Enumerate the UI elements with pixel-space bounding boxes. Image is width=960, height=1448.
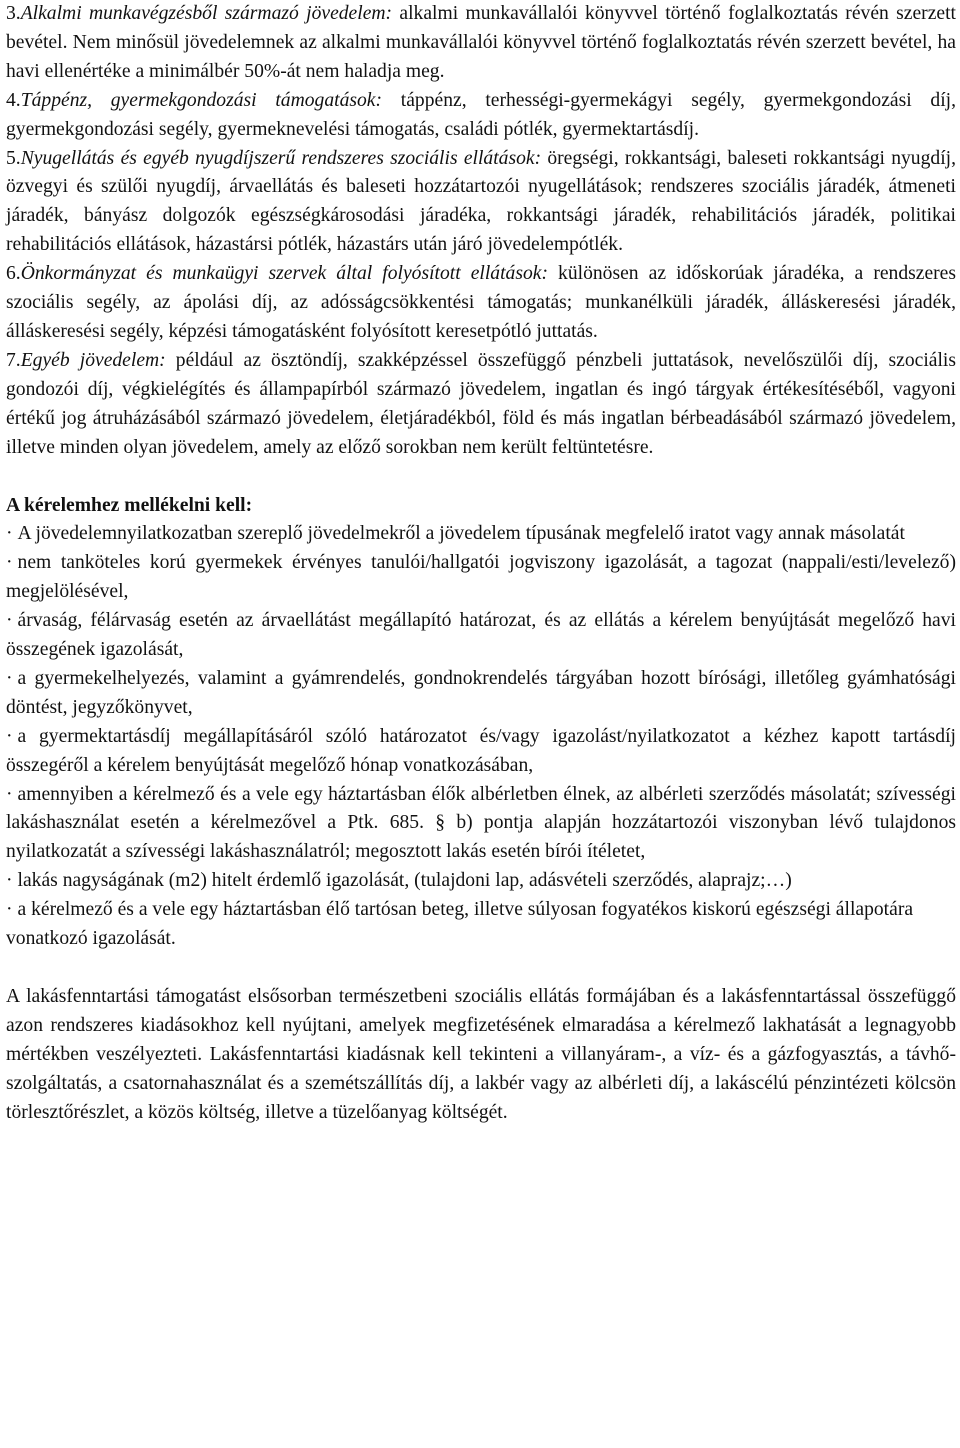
bullet: · (6, 610, 13, 632)
item-label: Nyugellátás és egyéb nyugdíjszerű rendszeres szociális ellátások: (20, 147, 542, 169)
attachment-text: a gyermekelhelyezés, valamint a gyámrendelés, gondnokrendelés tárgyában hozott bírósági, illetőleg gyámhatósági döntést, jegyzőkönyvet, (6, 667, 956, 718)
item-number: 5. (6, 147, 21, 169)
income-type-6 (6, 260, 956, 347)
attachment-text: A jövedelemnyilatkozatban szereplő jövedelmekről a jövedelem típusának megfelelő iratot vagy annak másolatát (17, 523, 905, 545)
bullet: · (6, 725, 13, 747)
item-text: táppénz, terhességi-gyermekágyi segély, gyermekgondozási díj, gyermekgondozási segély, gyermeknevelési támogatás, családi pótlék, gyermektartásdíj. (6, 89, 956, 140)
bullet: · (6, 783, 13, 805)
attachment-item (6, 549, 956, 607)
item-text: például az ösztöndíj, szakképzéssel összefüggő pénzbeli juttatások, nevelőszülői díj, szociális gondozói díj, végkielégítés és állampapírból származó jövedelem, ingatlan és ingó tárgyak értékesítéséből, vagyoni értékű jog átruházásából származó jövedelem, életjáradékból, föld és más ingatlan bérbeadásából származó jövedelem, illetve minden olyan jövedelem, amely az előző sorokban nem került feltüntetésre. (6, 349, 956, 458)
attachment-item (6, 607, 956, 665)
item-text: öregségi, rokkantsági, baleseti rokkantsági nyugdíj, özvegyi és szülői nyugdíj, árvaellátás és baleseti hozzátartozói nyugellátások; rendszeres szociális járadék, átmeneti járadék, bányász dolgozók egészségkárosodási járadéka, rokkantsági járadék, rehabilitációs járadék, politikai rehabilitációs ellátások, házastársi pótlék, házastárs után járó jövedelempótlék. (6, 147, 956, 256)
attachment-item (6, 867, 956, 896)
income-type-3 (6, 0, 956, 87)
attachment-item (6, 520, 956, 549)
bullet: · (6, 552, 13, 574)
bullet: · (6, 899, 13, 921)
item-number: 7. (6, 349, 21, 371)
attachment-item (6, 781, 956, 868)
paragraph-spacer (6, 954, 956, 983)
attachment-item (6, 723, 956, 781)
attachment-text: nem tanköteles korú gyermekek érvényes tanulói/hallgatói jogviszony igazolását, a tagozat (nappali/esti/levelező) megjelölésével, (6, 552, 956, 603)
attachment-text: lakás nagyságának (m2) hitelt érdemlő igazolását, (tulajdoni lap, adásvételi szerződés, alaprajz;…) (17, 870, 792, 892)
income-type-4 (6, 87, 956, 145)
document-page (6, 0, 956, 1128)
income-type-7 (6, 347, 956, 463)
attachment-item (6, 896, 956, 925)
item-text: alkalmi munkavállalói könyvvel történő foglalkoztatás révén szerzett bevétel. Nem minősül jövedelemnek az alkalmi munkavállalói könyvvel történő foglalkoztatás révén szerzett bevétel, ha havi ellenértéke a minimálbér 50%-át nem haladja meg. (6, 3, 956, 82)
item-label: Egyéb jövedelem: (20, 349, 166, 371)
attachment-text: a gyermektartásdíj megállapításáról szóló határozatot és/vagy igazolást/nyilatkozatot a kézhez kapott tartásdíj összegéről a kérelem benyújtását megelőző hónap vonatkozásában, (6, 725, 956, 776)
item-number: 6. (6, 263, 21, 285)
item-label: Alkalmi munkavégzésből származó jövedelem: (20, 3, 393, 24)
paragraph-spacer (6, 463, 956, 492)
item-number: 4. (6, 89, 21, 111)
attachment-item-continuation: vonatkozó igazolását. (6, 928, 176, 950)
bullet: · (6, 870, 13, 892)
bullet: · (6, 667, 13, 689)
bullet: · (6, 523, 13, 545)
closing-paragraph: A lakásfenntartási támogatást elsősorban természetbeni szociális ellátás formájában és a lakásfenntartással összefüggő azon rendszeres kiadásokhoz kell nyújtani, amelyek megfizetésének elmaradása a kérelmező lakhatását a legnagyobb mértékben veszélyezteti. Lakásfenntartási kiadásnak kell tekinteni a villanyáram-, a víz- és a gázfogyasztás, a távhő-szolgáltatás, a csatornahasználat és a szemétszállítás díj, a lakbér vagy az albérleti díj, a lakáscélú pénzintézeti kölcsön törlesztőrészlet, a közös költség, illetve a tüzelőanyag költségét. (6, 986, 956, 1123)
item-label: Önkormányzat és munkaügyi szervek által folyósított ellátások: (20, 263, 548, 285)
attachment-text: a kérelmező és a vele egy háztartásban élő tartósan beteg, illetve súlyosan fogyatékos kiskorú egészségi állapotára (17, 899, 914, 921)
item-number: 3. (6, 3, 21, 24)
income-type-5 (6, 145, 956, 261)
attachment-text: amennyiben a kérelmező és a vele egy háztartásban élők albérletben élnek, az albérleti szerződés másolatát; szívességi lakáshasználat esetén a kérelmezővel a Ptk. 685. § b) pontja alapján hozzátartozói viszonyban lévő tulajdonos nyilatkozatát a szívességi lakáshasználatról; megosztott lakás esetén bírói ítéletet, (6, 783, 956, 863)
attachments-heading: A kérelemhez mellékelni kell: (6, 494, 253, 516)
item-label: Táppénz, gyermekgondozási támogatások: (20, 89, 383, 111)
attachment-item (6, 665, 956, 723)
attachment-text: árvaság, félárvaság esetén az árvaellátást megállapító határozat, és az ellátás a kérelem benyújtását megelőző havi összegének igazolását, (6, 610, 956, 661)
item-text: különösen az időskorúak járadéka, a rendszeres szociális segély, az ápolási díj, az adósságcsökkentési támogatás; munkanélküli járadék, álláskeresési járadék, álláskeresési segély, képzési támogatásként folyósított keresetpótló juttatás. (6, 263, 956, 342)
